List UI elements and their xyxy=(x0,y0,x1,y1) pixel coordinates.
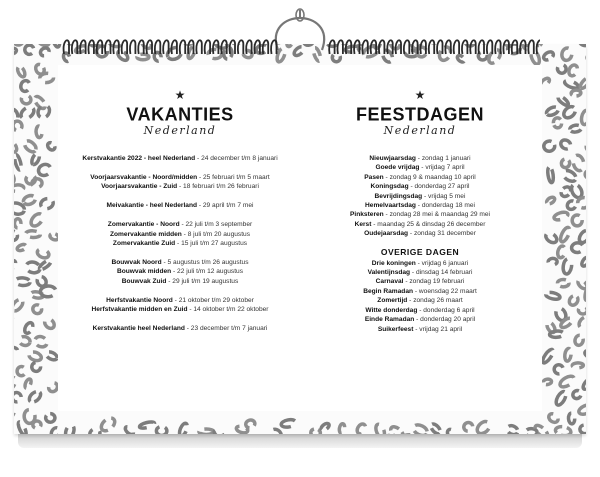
item-name: Oudejaarsdag xyxy=(364,230,409,238)
item-date: - 21 oktober t/m 29 oktober xyxy=(172,296,254,304)
leopard-spot xyxy=(475,419,492,434)
binding-ring xyxy=(354,40,359,54)
leopard-spot xyxy=(20,94,32,106)
leopard-spot xyxy=(28,350,43,362)
list-item xyxy=(300,201,540,210)
leopard-spot xyxy=(25,230,40,237)
leopard-spot xyxy=(33,421,41,429)
leopard-spot xyxy=(19,105,36,121)
list-item xyxy=(300,154,540,163)
binding-ring xyxy=(420,40,425,54)
vakanties-column xyxy=(60,88,300,333)
item-date: - vrijdag 5 mei xyxy=(422,192,466,200)
item-name: Herfstvakantie midden en Zuid xyxy=(91,305,188,313)
binding-ring xyxy=(147,40,152,54)
list-item xyxy=(60,154,300,163)
leopard-spot xyxy=(32,179,42,188)
list-item xyxy=(300,277,540,286)
list-item xyxy=(60,173,300,182)
leopard-spot xyxy=(557,279,569,287)
binding-ring xyxy=(379,40,384,54)
leopard-spot xyxy=(36,126,43,138)
leopard-spot xyxy=(572,154,586,172)
binding-ring xyxy=(495,40,500,54)
leopard-spot xyxy=(14,185,24,192)
list-item xyxy=(300,163,540,172)
leopard-spot xyxy=(14,154,22,170)
feestdagen-list xyxy=(300,154,540,239)
leopard-spot xyxy=(577,314,586,331)
leopard-spot xyxy=(37,162,53,177)
leopard-spot xyxy=(553,211,569,222)
leopard-spot xyxy=(50,426,62,434)
leopard-spot xyxy=(577,197,586,208)
leopard-spot xyxy=(36,247,50,259)
item-name: Einde Ramadan xyxy=(364,316,415,324)
list-item xyxy=(60,230,300,239)
leopard-spot xyxy=(14,219,21,228)
leopard-spot xyxy=(16,65,26,77)
item-date: - zondag 28 mei & maandag 29 mei xyxy=(383,211,490,219)
list-item xyxy=(300,325,540,334)
leopard-spot xyxy=(544,231,559,245)
leopard-spot xyxy=(27,389,42,404)
leopard-spot xyxy=(88,427,101,434)
list-item xyxy=(300,192,540,201)
list-item xyxy=(300,229,540,238)
leopard-spot xyxy=(15,277,30,286)
overige-dagen-title: OVERIGE DAGEN xyxy=(380,246,460,257)
leopard-spot xyxy=(571,90,581,97)
leopard-spot xyxy=(559,316,573,329)
item-date: - 14 oktober t/m 22 oktober xyxy=(187,305,269,313)
leopard-spot xyxy=(557,245,567,258)
binding-ring xyxy=(122,40,127,54)
binding-ring xyxy=(528,40,533,54)
leopard-spot xyxy=(564,79,580,90)
item-date: - 5 augustus t/m 26 augustus xyxy=(161,258,249,266)
binding-ring xyxy=(64,40,69,54)
leopard-spot xyxy=(564,348,572,362)
leopard-spot xyxy=(556,63,568,75)
binding-ring xyxy=(188,40,193,54)
item-date: - 24 december t/m 8 januari xyxy=(195,155,278,162)
leopard-spot xyxy=(40,286,56,298)
leopard-spot xyxy=(412,423,429,434)
leopard-spot xyxy=(14,391,22,403)
feestdagen-title: FEESTDAGEN xyxy=(355,103,484,125)
binding-ring xyxy=(404,40,409,54)
binding-ring xyxy=(263,40,268,54)
leopard-spot xyxy=(339,423,346,433)
leopard-spot xyxy=(46,141,56,151)
leopard-spot xyxy=(566,199,578,211)
leopard-spot xyxy=(555,426,572,434)
list-item xyxy=(300,259,540,268)
item-date: - donderdag 27 april xyxy=(408,183,470,191)
wire-binding-icon xyxy=(62,37,540,57)
star-icon: ★ xyxy=(174,88,186,102)
item-name: Nieuwjaarsdag xyxy=(369,155,416,162)
leopard-spot xyxy=(45,413,55,423)
leopard-spot xyxy=(446,428,457,434)
leopard-spot xyxy=(576,278,586,290)
leopard-spot xyxy=(23,321,34,334)
leopard-spot xyxy=(31,361,42,372)
list-item xyxy=(60,201,300,210)
binding-ring xyxy=(537,40,540,54)
item-name: Voorjaarsvakantie - Noord/midden xyxy=(90,173,198,181)
leopard-spot xyxy=(582,378,586,390)
binding-ring xyxy=(72,40,77,54)
leopard-spot xyxy=(14,173,15,185)
leopard-spot xyxy=(139,421,155,430)
list-item xyxy=(300,287,540,296)
binding-ring xyxy=(163,40,168,54)
leopard-spot xyxy=(541,348,555,364)
leopard-spot xyxy=(38,259,52,271)
binding-ring xyxy=(479,40,484,54)
binding-ring xyxy=(155,40,160,54)
leopard-spot xyxy=(553,363,565,375)
leopard-spot xyxy=(14,377,17,390)
item-date: - zondag 9 & maandag 10 april xyxy=(383,173,476,181)
list-item xyxy=(300,268,540,277)
item-date: - donderdag 6 april xyxy=(417,306,475,314)
item-name: Hemelvaartsdag xyxy=(365,202,416,210)
item-date: - 25 februari t/m 5 maart xyxy=(197,173,270,181)
leopard-spot xyxy=(577,403,586,416)
item-name: Drie koningen xyxy=(371,259,416,267)
item-name: Pinksteren xyxy=(349,211,384,219)
item-name: Bouwvak Zuid xyxy=(121,277,167,285)
item-name: Voorjaarsvakantie - Zuid xyxy=(101,183,178,191)
item-date: - zondag 19 februari xyxy=(403,278,465,286)
leopard-spot xyxy=(559,226,572,243)
binding-ring xyxy=(329,40,334,54)
leopard-spot xyxy=(574,334,584,346)
vakanties-subtitle: Nederland xyxy=(143,124,217,137)
leopard-spot xyxy=(562,104,578,120)
leopard-spot xyxy=(543,141,555,152)
leopard-spot xyxy=(560,158,571,169)
item-name: Bevrijdingsdag xyxy=(374,192,423,200)
binding-ring xyxy=(362,40,367,54)
binding-ring xyxy=(130,40,135,54)
leopard-spot xyxy=(45,350,59,361)
leopard-spot xyxy=(562,258,573,275)
leopard-spot xyxy=(320,422,330,431)
item-name: Zomervakantie - Noord xyxy=(107,221,180,229)
leopard-spot xyxy=(572,215,582,226)
leopard-spot xyxy=(99,416,117,434)
leopard-spot xyxy=(559,138,572,151)
leopard-spot xyxy=(39,73,53,83)
overige-dagen-list xyxy=(300,259,540,334)
star-icon: ★ xyxy=(414,88,426,102)
leopard-spot xyxy=(14,78,15,88)
leopard-spot xyxy=(14,120,23,132)
vakanties-list xyxy=(60,154,300,333)
list-item xyxy=(300,220,540,229)
page-stack-shadow xyxy=(18,434,582,448)
leopard-spot xyxy=(553,117,562,128)
binding-ring xyxy=(238,40,243,54)
leopard-spot xyxy=(569,124,582,133)
leopard-spot xyxy=(584,349,586,359)
leopard-spot xyxy=(14,298,25,313)
item-name: Zomertijd xyxy=(377,297,408,305)
binding-ring xyxy=(88,40,93,54)
item-name: Kerstvakantie 2022 - heel Nederland xyxy=(82,155,196,162)
binding-ring xyxy=(80,40,85,54)
leopard-spot xyxy=(579,424,586,434)
leopard-spot xyxy=(580,110,586,126)
binding-ring xyxy=(454,40,459,54)
leopard-spot xyxy=(585,170,586,178)
list-item xyxy=(60,220,300,229)
list-item xyxy=(300,210,540,219)
item-name: Pasen xyxy=(364,173,384,181)
leopard-spot xyxy=(545,105,559,117)
item-name: Kerstvakantie heel Nederland xyxy=(92,324,185,332)
item-date: - 29 april t/m 7 mei xyxy=(197,202,254,210)
leopard-spot xyxy=(374,423,386,434)
item-date: - maandag 25 & dinsdag 26 december xyxy=(371,220,486,228)
leopard-spot xyxy=(429,422,442,434)
item-date: - dinsdag 14 februari xyxy=(410,269,473,277)
leopard-spot xyxy=(545,196,555,205)
item-date: - vrijdag 6 januari xyxy=(415,259,469,267)
leopard-spot xyxy=(31,303,43,315)
binding-ring xyxy=(246,40,251,54)
leopard-spot xyxy=(245,419,256,429)
binding-ring xyxy=(387,40,392,54)
leopard-spot xyxy=(557,95,570,107)
leopard-spot xyxy=(310,428,320,434)
binding-ring xyxy=(462,40,467,54)
leopard-spot xyxy=(568,294,580,307)
list-item xyxy=(60,258,300,267)
item-date: - vrijdag 7 april xyxy=(419,164,465,172)
leopard-spot xyxy=(571,242,584,253)
leopard-spot xyxy=(506,424,520,434)
feestdagen-column xyxy=(300,88,540,334)
item-name: Herfstvakantie Noord xyxy=(106,296,173,304)
list-item xyxy=(300,296,540,305)
binding-ring xyxy=(346,40,351,54)
binding-ring xyxy=(97,40,102,54)
binding-ring xyxy=(205,40,210,54)
leopard-spot xyxy=(543,379,552,386)
binding-ring xyxy=(221,40,226,54)
item-date: - 22 juli t/m 12 augustus xyxy=(171,268,244,276)
vakanties-title: VAKANTIES xyxy=(126,103,234,125)
binding-ring xyxy=(230,40,235,54)
item-date: - 22 juli t/m 3 september xyxy=(179,221,253,229)
leopard-spot xyxy=(567,64,579,77)
binding-ring xyxy=(470,40,475,54)
item-name: Zomervakantie Zuid xyxy=(112,239,176,247)
item-name: Bouwvak midden xyxy=(116,268,172,276)
list-item xyxy=(60,239,300,248)
leopard-spot xyxy=(355,423,367,434)
list-item xyxy=(60,267,300,276)
binding-ring xyxy=(213,40,218,54)
item-name: Witte donderdag xyxy=(365,306,418,314)
binding-ring xyxy=(180,40,185,54)
item-date: - 29 juli t/m 19 augustus xyxy=(166,277,239,285)
item-date: - 8 juli t/m 20 augustus xyxy=(181,230,250,238)
binding-ring xyxy=(371,40,376,54)
binding-ring xyxy=(337,40,342,54)
leopard-spot xyxy=(281,419,297,429)
leopard-spot xyxy=(572,363,583,368)
list-item xyxy=(300,315,540,324)
binding-ring xyxy=(503,40,508,54)
list-item xyxy=(300,182,540,191)
leopard-spot xyxy=(571,389,582,400)
leopard-spot xyxy=(24,378,32,389)
item-name: Carnaval xyxy=(375,278,404,286)
binding-ring xyxy=(445,40,450,54)
leopard-spot xyxy=(14,139,19,154)
leopard-spot xyxy=(16,366,27,377)
item-date: - woensdag 22 maart xyxy=(413,287,477,295)
leopard-spot xyxy=(584,139,586,153)
binding-ring xyxy=(271,40,276,54)
item-date: - 18 februari t/m 26 februari xyxy=(177,183,259,191)
binding-ring xyxy=(429,40,434,54)
item-date: - zondag 26 maart xyxy=(407,297,463,305)
leopard-spot xyxy=(580,256,586,267)
leopard-spot xyxy=(547,412,560,424)
binding-ring xyxy=(254,40,259,54)
leopard-spot xyxy=(199,429,214,434)
leopard-spot xyxy=(213,429,224,434)
binding-ring xyxy=(113,40,118,54)
list-item xyxy=(60,296,300,305)
item-date: - donderdag 20 april xyxy=(414,316,476,324)
list-item xyxy=(300,306,540,315)
binding-ring xyxy=(171,40,176,54)
item-name: Bouwvak Noord xyxy=(111,258,162,266)
leopard-spot xyxy=(549,331,564,338)
binding-ring xyxy=(138,40,143,54)
item-date: - donderdag 18 mei xyxy=(415,202,475,210)
leopard-spot xyxy=(39,197,54,210)
leopard-spot xyxy=(269,427,283,434)
item-date: - vrijdag 21 april xyxy=(413,325,463,333)
item-date: - 23 december t/m 7 januari xyxy=(184,324,268,332)
leopard-spot xyxy=(64,424,75,434)
leopard-spot xyxy=(389,425,406,434)
binding-ring xyxy=(512,40,517,54)
leopard-spot xyxy=(29,212,45,229)
item-name: Begin Ramadan xyxy=(363,287,414,295)
leopard-spot xyxy=(579,76,586,90)
leopard-spot xyxy=(545,291,561,300)
item-name: Zomervakantie midden xyxy=(110,230,182,238)
binding-ring xyxy=(487,40,492,54)
leopard-spot xyxy=(568,413,575,424)
leopard-spot xyxy=(124,425,135,434)
item-name: Suikerfeest xyxy=(377,325,414,333)
leopard-spot xyxy=(14,347,18,354)
binding-ring xyxy=(412,40,417,54)
item-name: Meivakantie - heel Nederland xyxy=(106,202,198,210)
item-date: - zondag 31 december xyxy=(408,230,476,238)
leopard-spot xyxy=(14,407,16,421)
leopard-spot xyxy=(14,259,17,273)
item-date: - 15 juli t/m 27 augustus xyxy=(175,239,248,247)
leopard-spot xyxy=(525,429,537,434)
feestdagen-subtitle: Nederland xyxy=(383,124,457,137)
leopard-spot xyxy=(23,139,38,154)
leopard-spot xyxy=(554,390,568,407)
binding-ring xyxy=(437,40,442,54)
item-name: Kerst xyxy=(354,220,372,228)
list-item xyxy=(60,305,300,314)
leopard-spot xyxy=(14,230,19,242)
list-item xyxy=(60,182,300,191)
leopard-spot xyxy=(178,422,189,434)
leopard-spot xyxy=(30,152,41,166)
leopard-spot xyxy=(578,306,586,314)
binding-ring xyxy=(105,40,110,54)
binding-ring xyxy=(196,40,201,54)
leopard-spot xyxy=(558,374,576,389)
leopard-spot xyxy=(22,194,36,206)
leopard-spot xyxy=(33,335,48,349)
leopard-spot xyxy=(548,258,557,265)
leopard-spot xyxy=(156,426,167,434)
item-name: Valentijnsdag xyxy=(367,269,411,277)
item-date: - zondag 1 januari xyxy=(415,155,471,162)
binding-ring xyxy=(396,40,401,54)
item-name: Koningsdag xyxy=(370,183,409,191)
leopard-spot xyxy=(43,317,56,331)
list-item xyxy=(60,277,300,286)
leopard-spot xyxy=(547,167,554,183)
leopard-spot xyxy=(18,335,31,346)
item-name: Goede vrijdag xyxy=(375,164,420,172)
list-item xyxy=(300,173,540,182)
leopard-spot xyxy=(20,80,31,93)
binding-ring xyxy=(520,40,525,54)
list-item xyxy=(60,324,300,333)
leopard-spot xyxy=(462,421,474,433)
leopard-spot xyxy=(16,243,27,251)
